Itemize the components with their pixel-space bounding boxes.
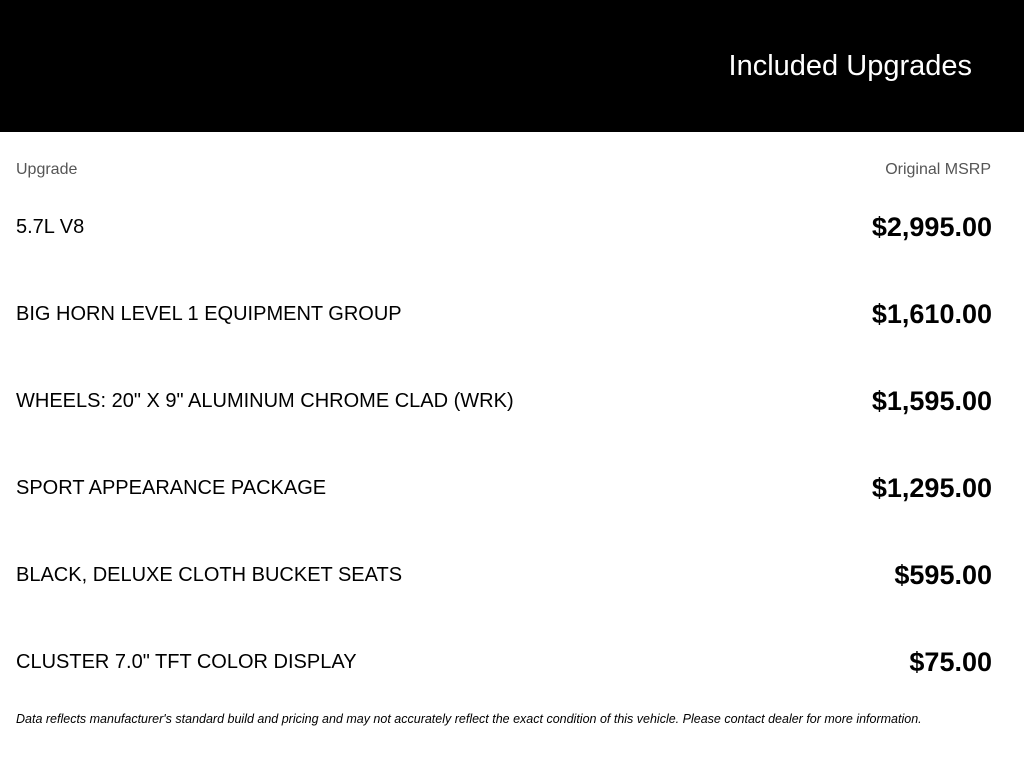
- upgrade-price: $75.00: [909, 647, 992, 677]
- upgrade-price: $1,595.00: [871, 386, 992, 416]
- column-headers: [16, 160, 992, 180]
- upgrade-list: [16, 184, 992, 706]
- upgrade-price: $1,295.00: [871, 473, 992, 503]
- header-banner: [0, 0, 1024, 132]
- list-item: [16, 532, 992, 619]
- list-item: [16, 445, 992, 532]
- upgrade-name: 5.7L V8: [16, 216, 85, 238]
- upgrade-name: CLUSTER 7.0" TFT COLOR DISPLAY: [16, 651, 357, 673]
- list-item: [16, 619, 992, 706]
- upgrade-price: $595.00: [894, 560, 992, 590]
- list-item: [16, 358, 992, 445]
- upgrade-name: WHEELS: 20" X 9" ALUMINUM CHROME CLAD (WRK): [16, 390, 514, 412]
- column-header-upgrade: Upgrade: [16, 161, 78, 178]
- upgrade-price: $1,610.00: [871, 299, 992, 329]
- disclaimer-text: Data reflects manufacturer's standard build and pricing and may not accurately reflect the exact condition of this vehicle. Please contact dealer for more information.: [16, 712, 922, 726]
- upgrade-price: $2,995.00: [871, 212, 992, 242]
- upgrade-name: SPORT APPEARANCE PACKAGE: [16, 477, 327, 499]
- page-title: Included Upgrades: [728, 50, 972, 82]
- upgrade-name: BLACK, DELUXE CLOTH BUCKET SEATS: [16, 564, 403, 586]
- list-item: [16, 184, 992, 271]
- column-header-msrp: Original MSRP: [885, 161, 991, 178]
- list-item: [16, 271, 992, 358]
- upgrade-name: BIG HORN LEVEL 1 EQUIPMENT GROUP: [16, 303, 402, 325]
